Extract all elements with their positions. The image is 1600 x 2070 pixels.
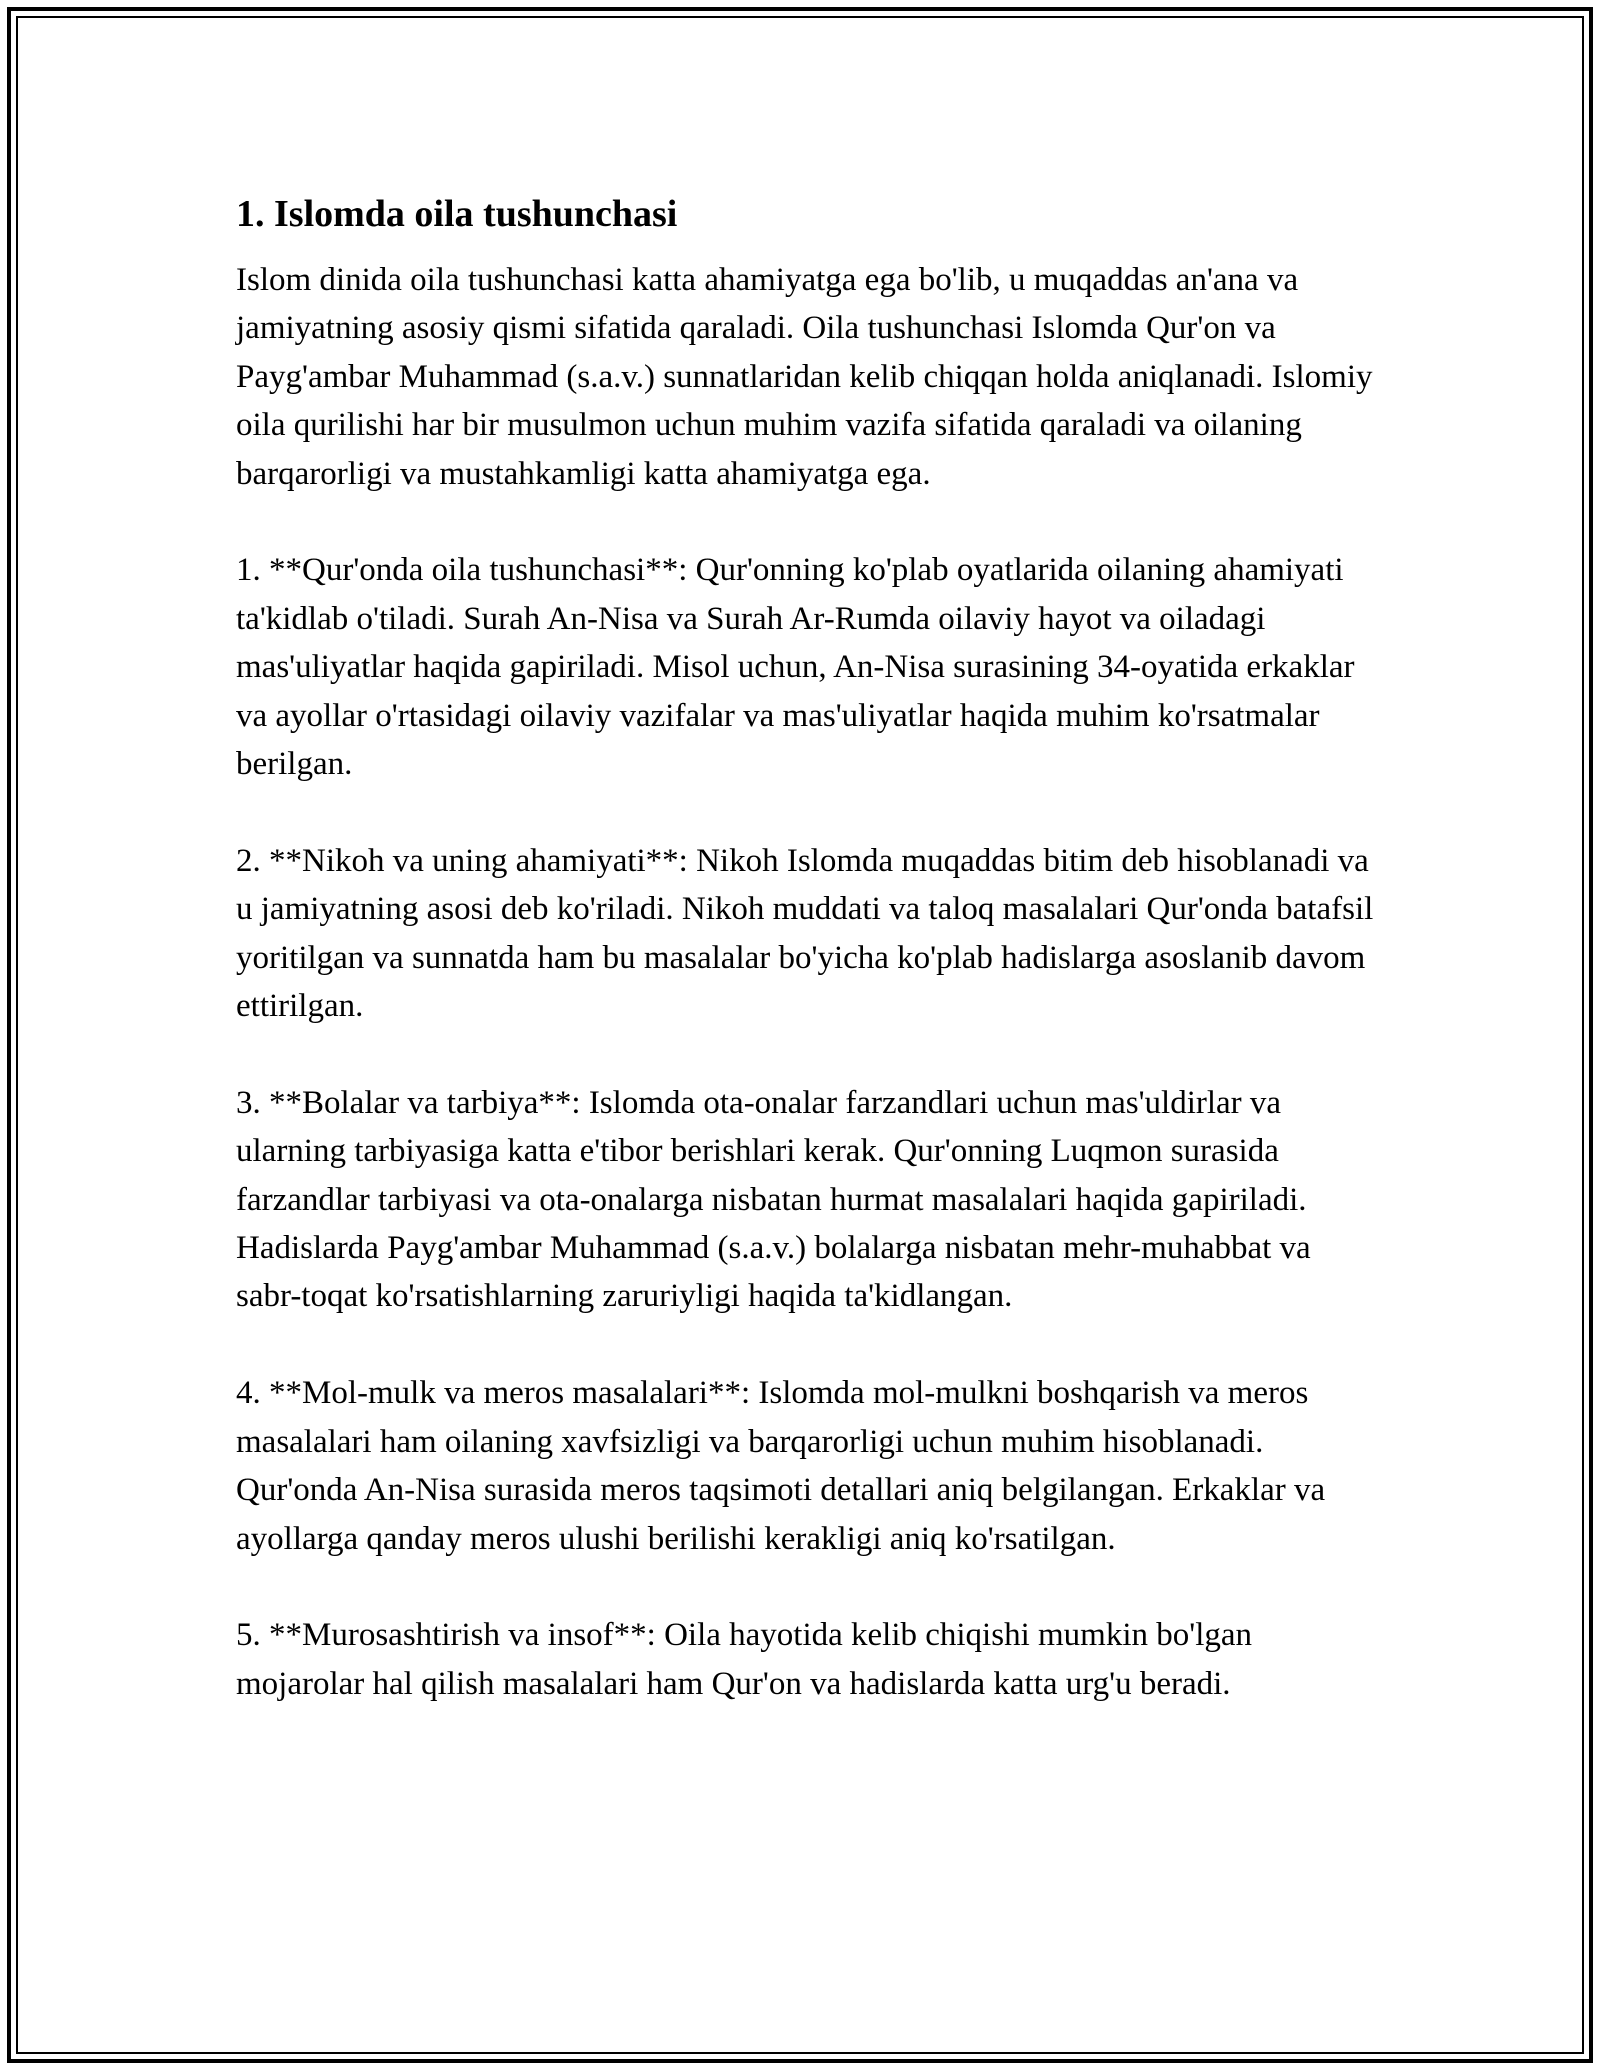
intro-paragraph: Islom dinida oila tushunchasi katta ahamiyatga ega bo'lib, u muqaddas an'ana va jamiyatning asosiy qismi sifatida qaraladi. Oila tushunchasi Islomda Qur'on va Payg'ambar Muhammad (s.a.v.) sunnatlaridan kelib chiqqan holda aniqlanadi. Islomiy oila qurilishi har bir musulmon uchun muhim vazifa sifatida qaraladi va oilaning barqarorligi va mustahkamligi katta ahamiyatga ega. bbox=[236, 262, 1373, 492]
list-item-murosa: 5. **Murosashtirish va insof**: Oila hayotida kelib chiqishi mumkin bo'lgan mojarolar hal qilish masalalari ham Qur'on va hadislarda katta urg'u beradi. bbox=[236, 1617, 1253, 1702]
list-item-quran: 1. **Qur'onda oila tushunchasi**: Qur'onning ko'plab oyatlarida oilaning ahamiyati ta'kidlab o'tiladi. Surah An-Nisa va Surah Ar-Rumda oilaviy hayot va oiladagi mas'uliyatlar haqida gapiriladi. Misol uchun, An-Nisa surasining 34-oyatida erkaklar va ayollar o'rtasidagi oilaviy vazifalar va mas'uliyatlar haqida muhim ko'rsatmalar berilgan. bbox=[236, 552, 1355, 783]
document-body bbox=[236, 188, 1376, 1757]
list-item-meros: 4. **Mol-mulk va meros masalalari**: Islomda mol-mulkni boshqarish va meros masalalari ham oilaning xavfsizligi va barqarorligi uchun muhim hisoblanadi. Qur'onda An-Nisa surasida meros taqsimoti detallari aniq belgilangan. Erkaklar va ayollarga qanday meros ulushi berilishi kerakligi aniq ko'rsatilgan. bbox=[236, 1375, 1326, 1557]
section-heading: 1. Islomda oila tushunchasi bbox=[236, 193, 678, 235]
list-item-bolalar: 3. **Bolalar va tarbiya**: Islomda ota-onalar farzandlari uchun mas'uldirlar va ularning tarbiyasiga katta e'tibor berishlari kerak. Qur'onning Luqmon surasida farzandlar tarbiyasi va ota-onalarga nisbatan hurmat masalalari haqida gapiriladi. Hadislarda Payg'ambar Muhammad (s.a.v.) bolalarga nisbatan mehr-muhabbat va sabr-toqat ko'rsatishlarning zaruriyligi haqida ta'kidlangan. bbox=[236, 1084, 1311, 1315]
list-item-nikoh: 2. **Nikoh va uning ahamiyati**: Nikoh Islomda muqaddas bitim deb hisoblanadi va u jamiyatning asosi deb ko'riladi. Nikoh muddati va taloq masalalari Qur'onda batafsil yoritilgan va sunnatda ham bu masalalar bo'yicha ko'plab hadislarga asoslanib davom ettirilgan. bbox=[236, 842, 1374, 1025]
